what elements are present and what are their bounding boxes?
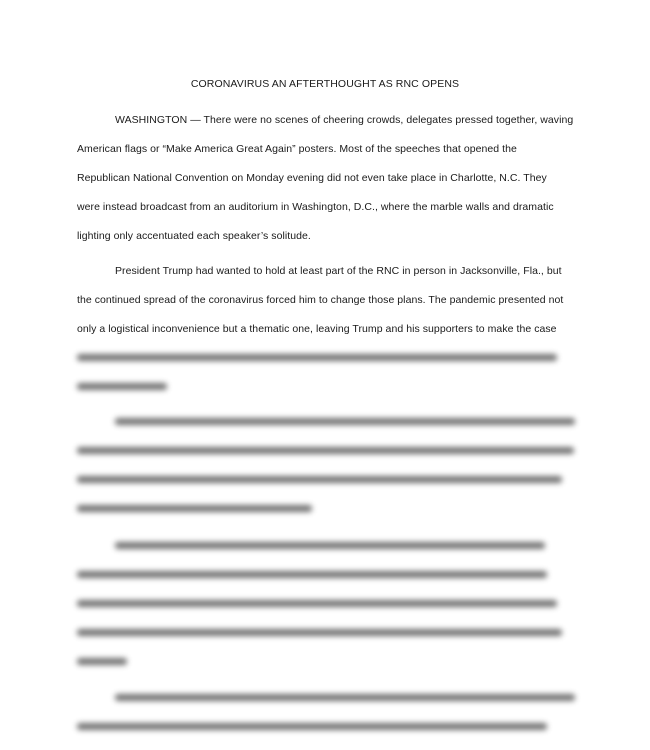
paragraph-line: President Trump had wanted to hold at least part of the RNC in person in Jacksonville, Fla., but (115, 265, 562, 277)
paragraph-line: WASHINGTON — There were no scenes of cheering crowds, delegates pressed together, waving (115, 114, 574, 126)
blurred-line (77, 437, 577, 466)
blurred-line (77, 648, 577, 677)
blurred-line (77, 532, 577, 561)
blurred-text-block (77, 344, 577, 402)
paragraph-line: American flags or “Make America Great Again” posters. Most of the speeches that opened the (77, 143, 517, 155)
blurred-text-block (77, 684, 577, 742)
blurred-line (77, 408, 577, 437)
blurred-text-block (77, 408, 577, 524)
paragraph-line: Republican National Convention on Monday evening did not even take place in Charlotte, N.C. They (77, 172, 547, 184)
blurred-line (77, 619, 577, 648)
document-title: CORONAVIRUS AN AFTERTHOUGHT AS RNC OPENS (190, 78, 460, 90)
blurred-text-block (77, 532, 577, 677)
blurred-line (77, 590, 577, 619)
blurred-line (77, 344, 577, 373)
paragraph-line: the continued spread of the coronavirus forced him to change those plans. The pandemic presented not (77, 294, 564, 306)
paragraph-line: lighting only accentuated each speaker’s solitude. (77, 230, 311, 242)
blurred-line (77, 713, 577, 742)
paragraph-2 (77, 257, 577, 344)
blurred-line (77, 684, 577, 713)
paragraph-line: were instead broadcast from an auditorium in Washington, D.C., where the marble walls and dramatic (77, 201, 554, 213)
blurred-line (77, 373, 577, 402)
blurred-line (77, 466, 577, 495)
paragraph-1 (77, 106, 577, 251)
blurred-line (77, 495, 577, 524)
blurred-line (77, 561, 577, 590)
paragraph-line: only a logistical inconvenience but a thematic one, leaving Trump and his supporters to make the case (77, 323, 557, 335)
